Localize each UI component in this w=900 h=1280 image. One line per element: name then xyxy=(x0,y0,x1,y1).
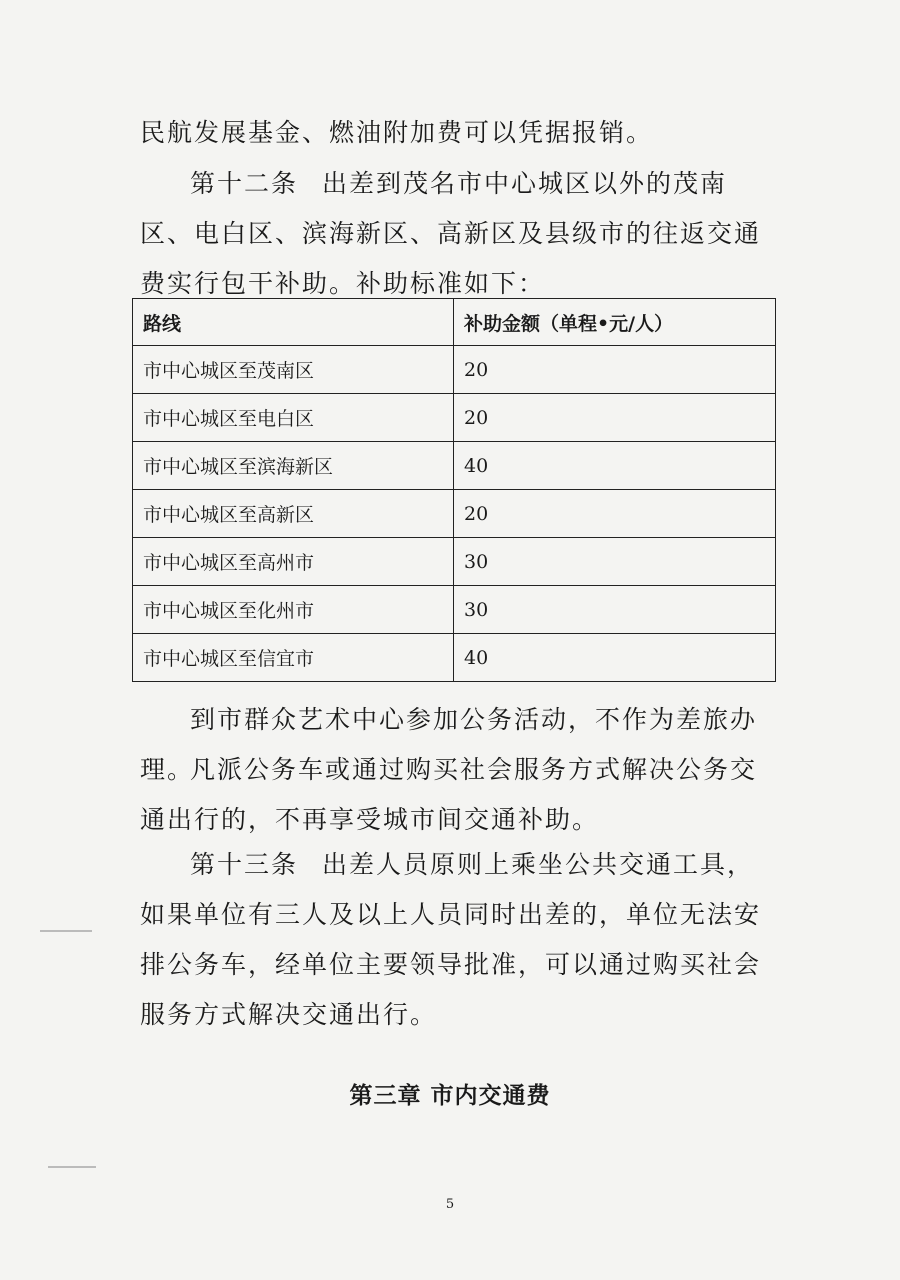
route-cell: 市中心城区至化州市 xyxy=(133,586,454,634)
chapter-title: 第三章 市内交通费 xyxy=(349,1083,551,1109)
article-12 xyxy=(140,159,780,309)
article-12-label: 第十二条 xyxy=(190,169,299,198)
amount-cell: 40 xyxy=(454,442,776,490)
paragraph-official-car: 凡派公务车或通过购买社会服务方式解决公务交通出行的，不再享受城市间交通补助。 xyxy=(140,755,758,834)
amount-cell: 40 xyxy=(454,634,776,682)
header-amount: 补助金额（单程•元/人） xyxy=(454,299,776,346)
table-row xyxy=(133,394,776,442)
amount-cell: 20 xyxy=(454,490,776,538)
amount-cell: 30 xyxy=(454,538,776,586)
table-row xyxy=(133,586,776,634)
scan-artifact xyxy=(48,1166,96,1168)
amount-cell: 20 xyxy=(454,394,776,442)
article-13-label: 第十三条 xyxy=(190,850,299,879)
route-cell: 市中心城区至信宜市 xyxy=(133,634,454,682)
table-row xyxy=(133,538,776,586)
table-row xyxy=(133,442,776,490)
header-route: 路线 xyxy=(133,299,454,346)
route-cell: 市中心城区至电白区 xyxy=(133,394,454,442)
route-cell: 市中心城区至高州市 xyxy=(133,538,454,586)
table-header-row xyxy=(133,299,776,346)
amount-cell: 20 xyxy=(454,346,776,394)
article-13 xyxy=(140,840,780,1040)
table-row xyxy=(133,490,776,538)
paragraph-fuel-surcharge: 民航发展基金、燃油附加费可以凭据报销。 xyxy=(140,118,654,147)
article-12-text: 出差到茂名市中心城区以外的茂南区、电白区、滨海新区、高新区及县级市的往返交通费实行包干补助。补助标准如下： xyxy=(140,169,762,298)
scan-artifact xyxy=(40,930,92,932)
page-number: 5 xyxy=(445,1197,455,1212)
paragraph-art-center: 到市群众艺术中心参加公务活动，不作为差旅办理。 xyxy=(140,705,758,784)
route-cell: 市中心城区至茂南区 xyxy=(133,346,454,394)
subsidy-table xyxy=(132,298,776,682)
amount-cell: 30 xyxy=(454,586,776,634)
route-cell: 市中心城区至高新区 xyxy=(133,490,454,538)
table-row xyxy=(133,346,776,394)
route-cell: 市中心城区至滨海新区 xyxy=(133,442,454,490)
table-row xyxy=(133,634,776,682)
article-13-text: 出差人员原则上乘坐公共交通工具，如果单位有三人及以上人员同时出差的，单位无法安排公务车，经单位主要领导批准，可以通过购买社会服务方式解决交通出行。 xyxy=(140,850,762,1029)
